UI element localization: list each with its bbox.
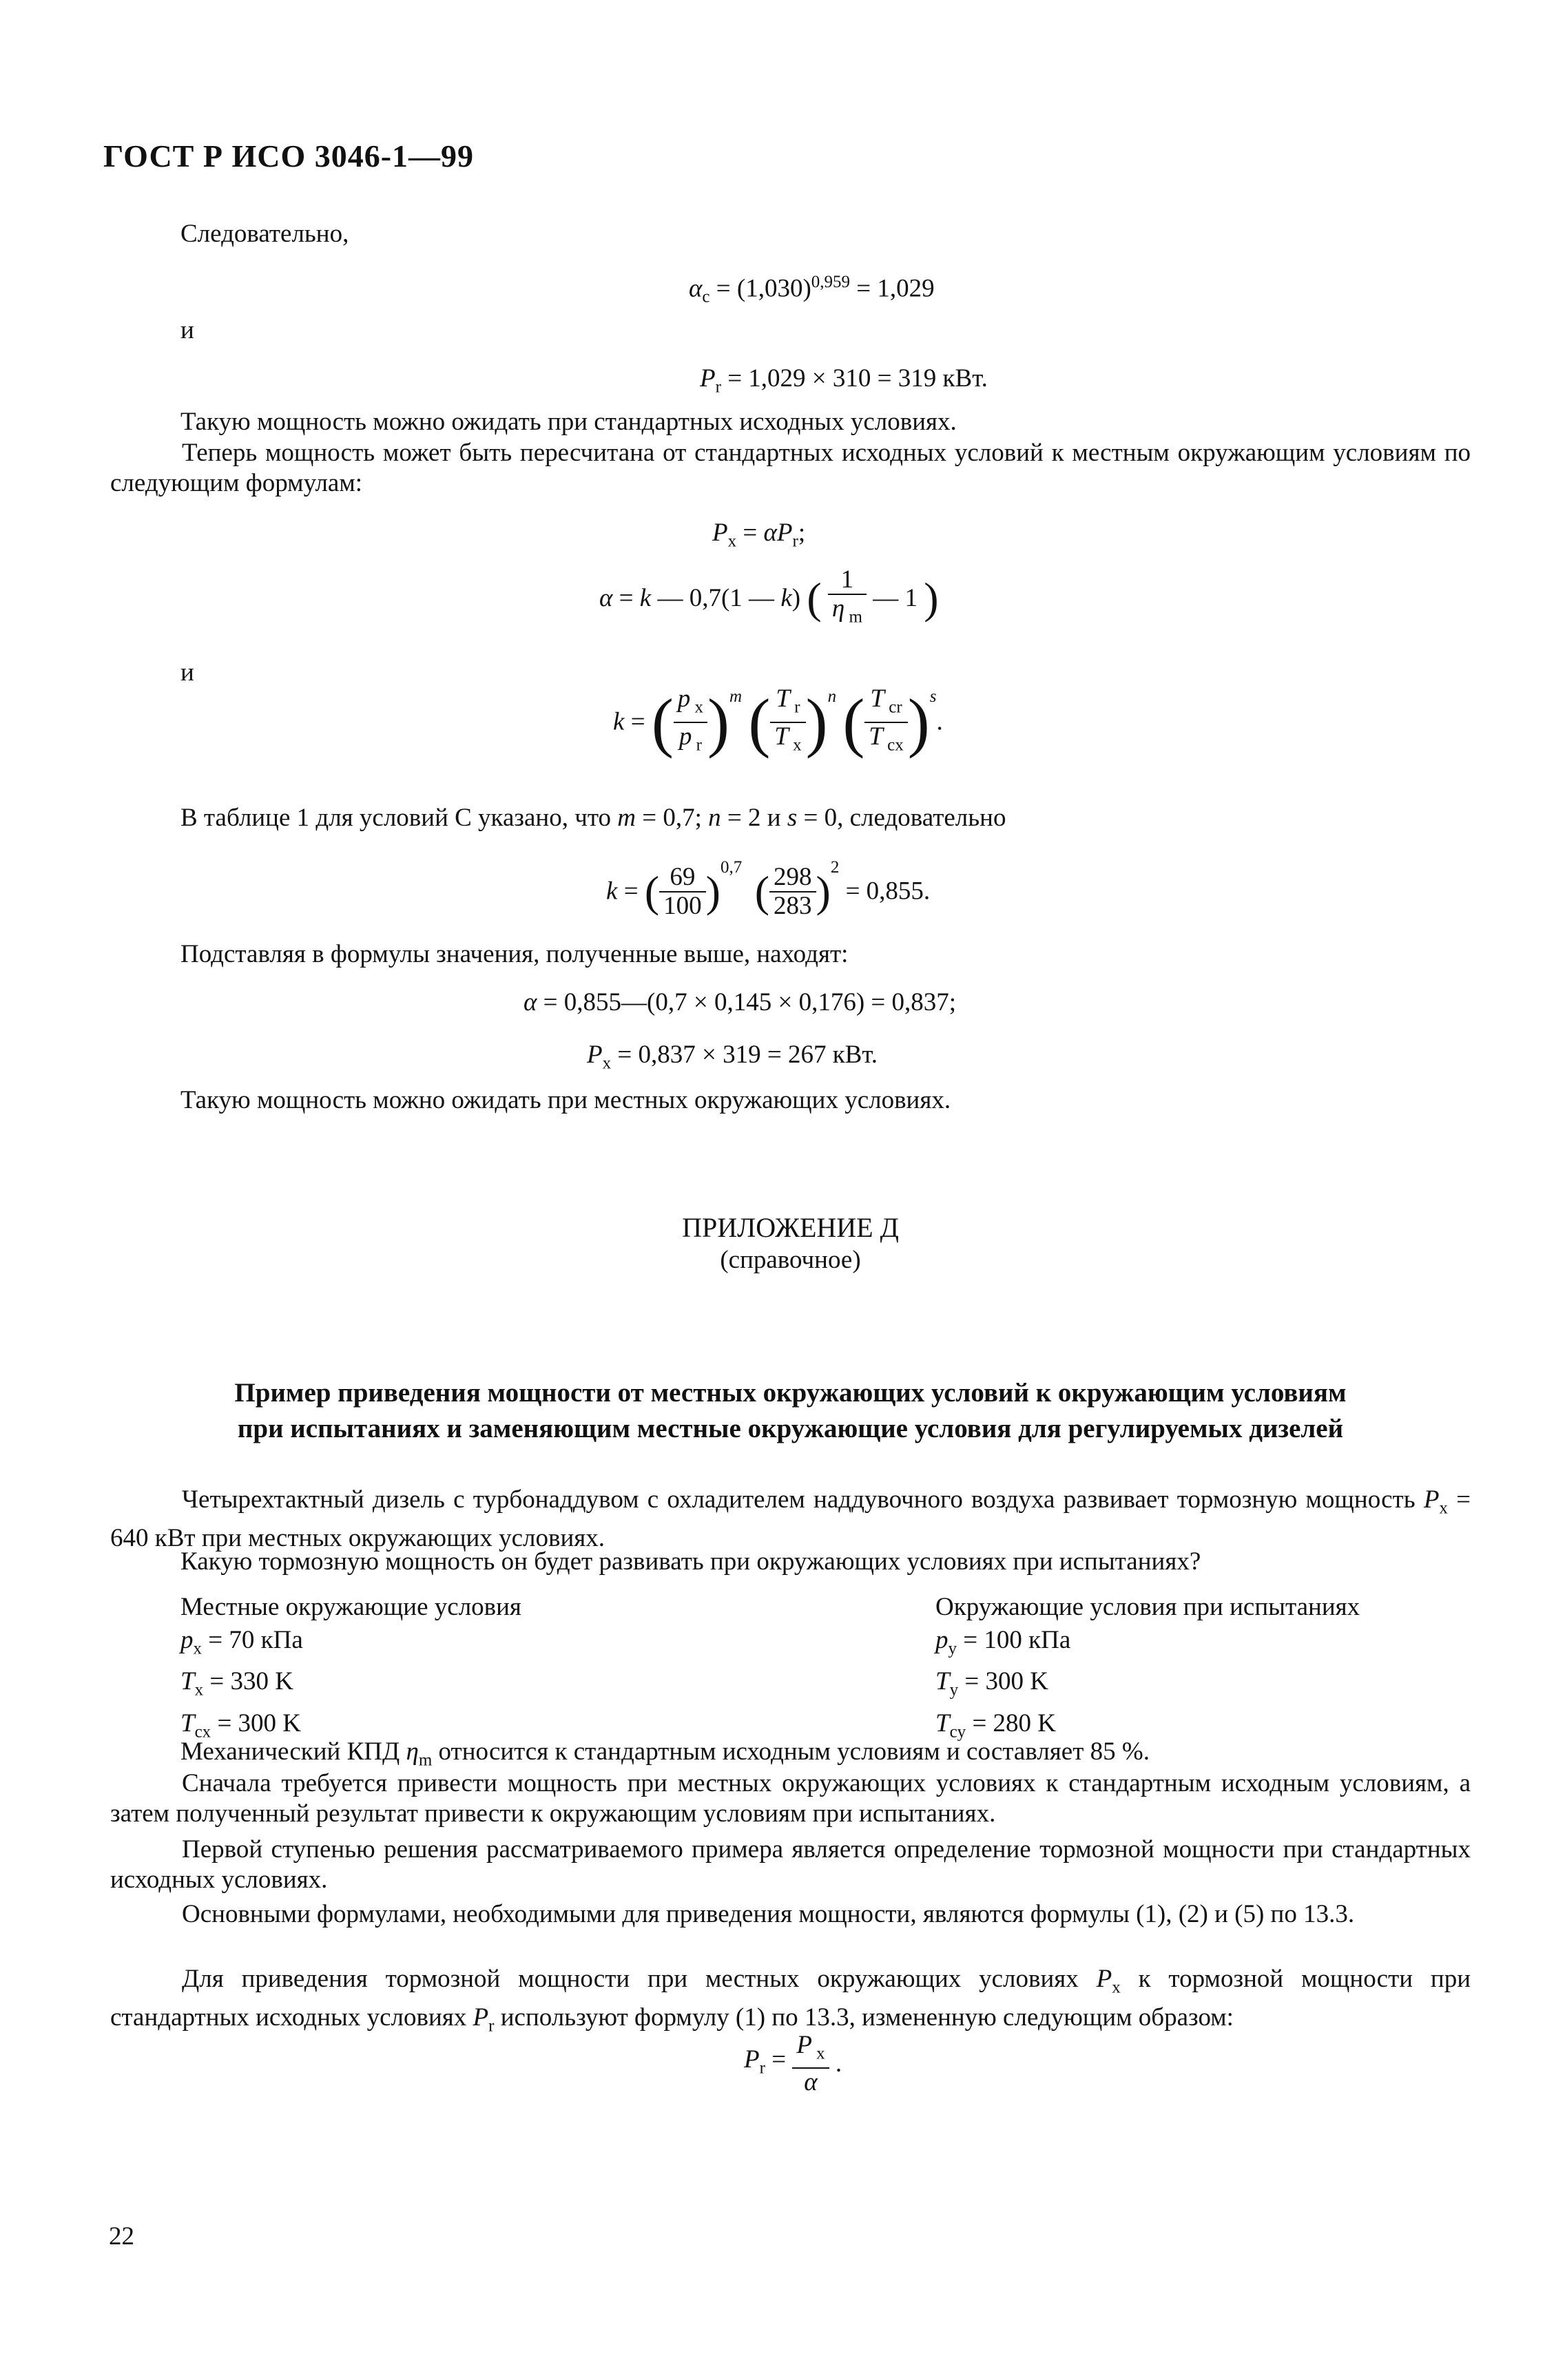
document-id-header: ГОСТ Р ИСО 3046-1—99 [103,138,475,174]
text-hence: Следовательно, [180,220,349,248]
appendix-heading-line-1: Пример приведения мощности от местных окружающих условий к окружающим условиям [234,1378,1347,1408]
text-and-1: и [180,316,194,344]
paragraph-substituting: Подставляя в формулы значения, полученные выше, находят: [180,940,849,968]
paragraph-first-step: Первой ступенью решения рассматриваемого примера является определение тормозной мощности при стандартных исходных условиях. [110,1835,1471,1894]
formula-px-calc: $P_x = 0,837 \times 319 = 267$ кВт. [587,1041,878,1073]
paragraph-question: Какую тормозную мощность он будет развивать при окружающих условиях при испытаниях? [180,1547,1201,1576]
column-local-title: Местные окружающие условия [180,1593,521,1621]
text-and-2: и [180,658,194,687]
page-number: 22 [109,2222,134,2251]
local-pressure: $p_x = 70$ кПа [180,1626,303,1658]
formula-alpha-c: $\alpha_c = (1,030)^{0,959} = 1,029$ [689,273,935,306]
formula-px-alpha-pr: $P_x = \alpha P_r$; [712,519,806,551]
formula-k-numeric: k = ( $\frac{69}{100}$ )$^{0,7}$ ( $\frac{298}{283}$ )$^2$ = 0,855. [606,858,931,920]
paragraph-standard-power: Такую мощность можно ожидать при стандартных исходных условиях. [180,408,957,436]
formula-pr: $P_r = 1,029 \times 310 = 319$ кВт. [700,364,988,397]
column-test-title: Окружающие условия при испытаниях [935,1593,1360,1621]
paragraph-efficiency: Механический КПД $\eta_m$ относится к стандартным исходным условиям и составляет 85 %. [180,1737,1150,1770]
paragraph-formula-1: Для приведения тормозной мощности при местных окружающих условиях $P_x$ к тормозной мощности при стандартных исходных условиях $P_r$ используют формулу (1) по 13.3, измененную следующим образом: [110,1965,1471,2036]
formula-alpha-k: α = k — 0,7(1 — k) ( $\frac{1}{\eta _m}$ — 1 ) [599,565,939,627]
formula-alpha-calc: α = 0,855—(0,7 × 0,145 × 0,176) = 0,837; [524,988,957,1016]
column-local-conditions [180,1591,521,1749]
local-coolant-temperature: $T_{cx} = 300$ K [180,1709,302,1742]
column-test-conditions [935,1591,1360,1749]
appendix-subtitle: (справочное) [720,1246,861,1274]
formula-k-general: k = ( $\frac{p _x}{p _r}$ )$^m$ ( $\frac{T _r}{T _x}$ )$^n$ ( $\frac{T _{cr}}{T _{cx}}$ )$^s$. [613,685,943,759]
paragraph-diesel: Четырехтактный дизель с турбонаддувом с охладителем наддувочного воздуха развивает тормозную мощность $P_x = 640$ кВт при местных окружающих условиях. [110,1485,1471,1553]
paragraph-first-reduce: Сначала требуется привести мощность при местных окружающих условиях к стандартным исходным условиям, а затем полученный результат привести к окружающим условиям при испытаниях. [110,1769,1471,1828]
test-pressure: $p_y = 100$ кПа [935,1626,1071,1658]
formula-pr-px-alpha: $P_r$ = $\frac{P _x}{\alpha}$ . [744,2031,842,2097]
paragraph-local-power: Такую мощность можно ожидать при местных окружающих условиях. [180,1086,951,1114]
paragraph-recalc: Теперь мощность может быть пересчитана от стандартных исходных условий к местным окружающим условиям по следующим формулам: [110,439,1471,497]
paragraph-main-formulas: Основными формулами, необходимыми для приведения мощности, являются формулы (1), (2) и (5) по 13.3. [182,1900,1355,1928]
test-coolant-temperature: $T_{cy} = 280$ K [935,1709,1057,1742]
test-temperature: $T_y = 300$ K [935,1667,1048,1700]
local-temperature: $T_x = 330$ K [180,1667,293,1700]
appendix-title: ПРИЛОЖЕНИЕ Д [682,1212,899,1243]
paragraph-table1: В таблице 1 для условий С указано, что m = 0,7; n = 2 и s = 0, следовательно [180,804,1006,832]
appendix-heading-line-2: при испытаниях и заменяющим местные окружающие условия для регулируемых дизелей [237,1414,1344,1443]
